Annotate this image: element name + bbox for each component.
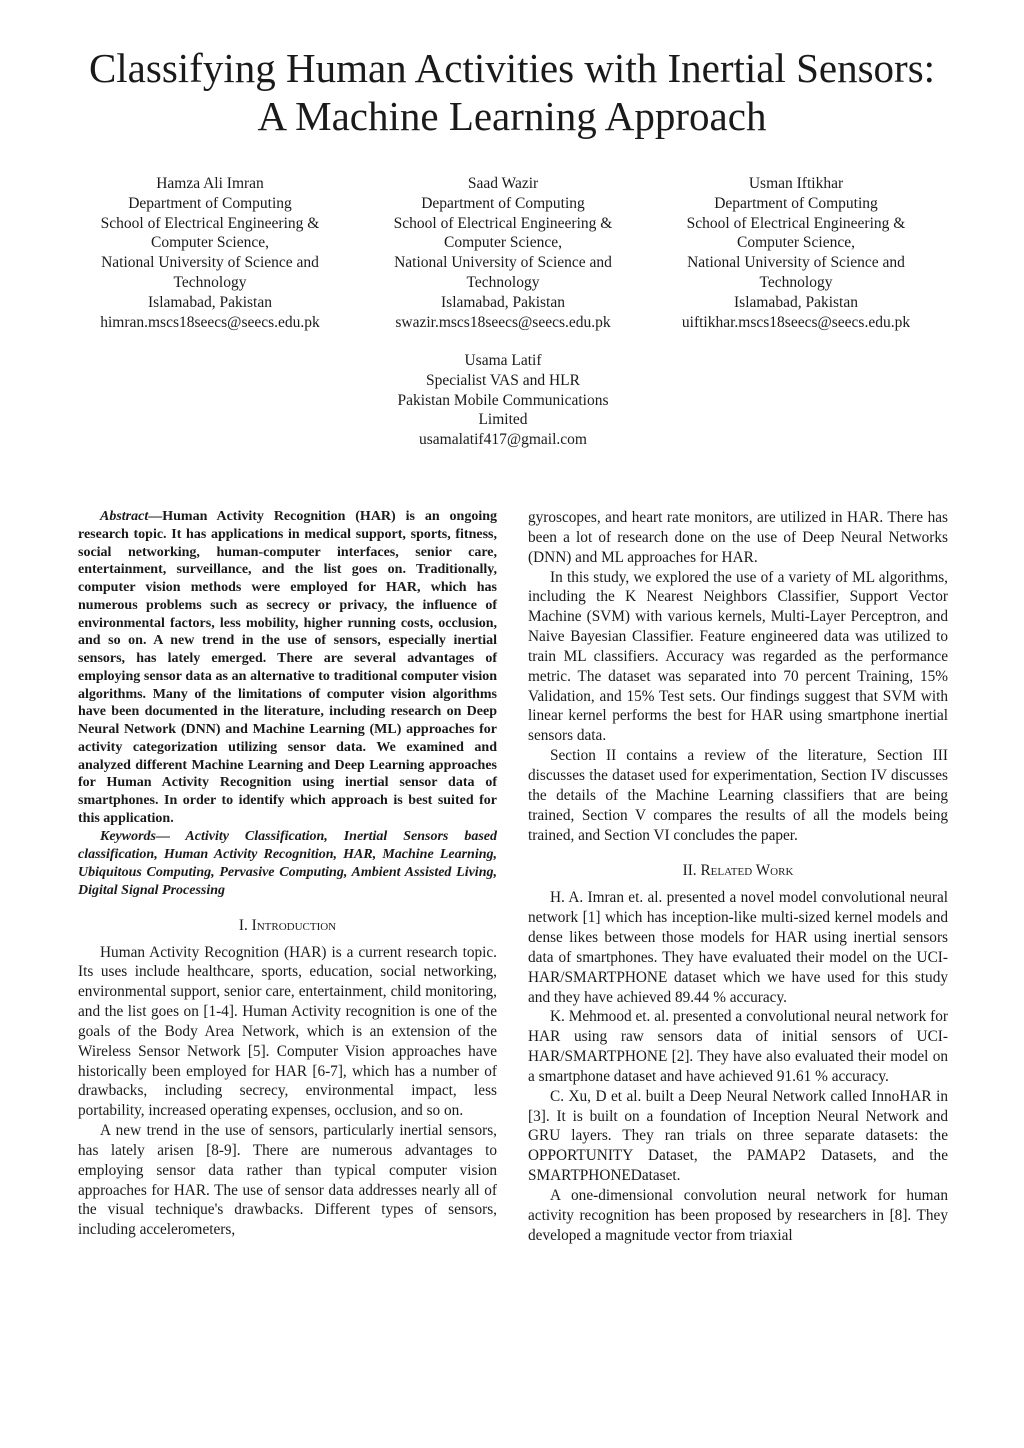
author-school: School of Electrical Engineering &: [686, 214, 906, 232]
right-column: [528, 508, 948, 1246]
author-school: Computer Science,: [444, 234, 562, 252]
abstract-text: Human Activity Recognition (HAR) is an ongoing research topic. It has applications in medical support, sports, fitness, social networking, human-computer interfaces, senior care, entertainment, surveillance, and the list goes on. Traditionally, computer vision methods were employed for HAR, which has numerous problems such as secrecy or privacy, the influence of environmental factors, less mobility, higher running costs, occlusion, and so on. A new trend in the use of sensors, especially inertial sensors, has lately emerged. There are several advantages of employing sensor data as an alternative to traditional computer vision algorithms. Many of the limitations of computer vision algorithms have been documented in the literature, including research on Deep Neural Network (DNN) and Machine Learning (ML) approaches for activity categorization utilizing sensor data. We examined and analyzed different Machine Learning and Deep Learning approaches for Human Activity Recognition using inertial sensor data of smartphones. In order to identify which approach is best suited for this application.: [78, 509, 497, 826]
paper-title: [40, 44, 984, 140]
abstract-label: Abstract: [100, 509, 149, 524]
section-title: Related Work: [700, 862, 794, 880]
section-heading-introduction: [78, 916, 497, 935]
author-school: Computer Science,: [151, 234, 269, 252]
author-city: Islamabad, Pakistan: [441, 293, 565, 311]
keywords: Keywords— Activity Classification, Inertial Sensors based classification, Human Activity Recognition, HAR, Machine Learning, Ubiquitous Computing, Pervasive Computing, Ambient Assisted Living, Digital Signal Processing: [78, 828, 497, 898]
author-name: Usama Latif: [464, 352, 542, 369]
author-card: [644, 174, 948, 332]
author-email: uiftikhar.mscs18seecs@seecs.edu.pk: [681, 313, 911, 331]
body-paragraph: H. A. Imran et. al. presented a novel model convolutional neural network [1] which has inception-like multi-sized kernel models and dense likes between those models for HAR using inertial sensors data of smartphones. They have evaluated their model on the UCI-HAR/SMARTPHONE dataset which we have used for this study and they have achieved 89.44 % accuracy.: [528, 889, 948, 1006]
title-line-1: Classifying Human Activities with Inertial Sensors:: [88, 45, 936, 91]
author-university: National University of Science and: [394, 254, 612, 272]
body-paragraph: A new trend in the use of sensors, particularly inertial sensors, has lately arisen [8-9]. There are numerous advantages to employing sensor data rather than typical computer vision approaches for HAR. The use of sensor data addresses nearly all of the visual technique's drawbacks. Different types of sensors, including accelerometers,: [78, 1122, 497, 1239]
author-name: Usman Iftikhar: [748, 175, 844, 192]
section-number: II.: [682, 862, 697, 880]
author-school: School of Electrical Engineering &: [100, 214, 320, 232]
author-name: Hamza Ali Imran: [156, 175, 264, 192]
author-card: [353, 351, 653, 450]
author-dept: Department of Computing: [128, 194, 292, 212]
author-email: himran.mscs18seecs@seecs.edu.pk: [100, 313, 320, 331]
body-paragraph: C. Xu, D et al. built a Deep Neural Network called InnoHAR in [3]. It is built on a foundation of Inception Neural Network and GRU layers. They ran trials on three separate datasets: the OPPORTUNITY Dataset, the PAMAP2 Datasets, and the SMARTPHONEDataset.: [528, 1087, 948, 1185]
section-heading-related-work: [528, 861, 948, 880]
body-paragraph: A one-dimensional convolution neural network for human activity recognition has been proposed by researchers in [8]. They developed a magnitude vector from triaxial: [528, 1187, 948, 1244]
abstract: [78, 508, 497, 828]
author-org: Limited: [478, 411, 528, 429]
author-city: Islamabad, Pakistan: [734, 293, 858, 311]
author-university: Technology: [466, 273, 540, 291]
body-paragraph: In this study, we explored the use of a variety of ML algorithms, including the K Nearest Neighbors Classifier, Support Vector Machine (SVM) with various kernels, Multi-Layer Perceptron, and Naive Bayesian Classifier. Feature engineered data was utilized to train ML classifiers. Accuracy was regarded as the performance metric. The dataset was separated into 70 percent Training, 15% Validation, and 15% Test sets. Our findings suggest that SVM with linear kernel performs the best for HAR using smartphone inertial sensors data.: [528, 568, 948, 745]
body-paragraph: gyroscopes, and heart rate monitors, are utilized in HAR. There has been a lot of research done on the use of Deep Neural Networks (DNN) and ML approaches for HAR.: [528, 509, 948, 566]
author-dept: Department of Computing: [421, 194, 585, 212]
body-paragraph: Section II contains a review of the literature, Section III discusses the dataset used for experimentation, Section IV discusses the details of the Machine Learning classifiers that are being trained, Section V compares the results of all the models being trained, and Section VI concludes the paper.: [528, 747, 948, 844]
title-line-2: A Machine Learning Approach: [257, 93, 767, 139]
author-role: Specialist VAS and HLR: [425, 371, 580, 389]
author-school: School of Electrical Engineering &: [393, 214, 613, 232]
abstract-dash: —: [148, 509, 163, 524]
author-dept: Department of Computing: [714, 194, 878, 212]
author-city: Islamabad, Pakistan: [148, 293, 272, 311]
author-university: National University of Science and: [101, 254, 319, 272]
author-email: usamalatif417@gmail.com: [419, 431, 587, 449]
author-card: [60, 174, 360, 332]
author-school: Computer Science,: [737, 234, 855, 252]
author-university: Technology: [759, 273, 833, 291]
author-card: [353, 174, 653, 332]
author-name: Saad Wazir: [467, 175, 539, 192]
body-paragraph: K. Mehmood et. al. presented a convolutional neural network for HAR using raw sensors data of initial sensors of UCI-HAR/SMARTPHONE [2]. They have also evaluated their model on a smartphone dataset and have achieved 91.61 % accuracy.: [528, 1008, 948, 1085]
left-column: [78, 508, 497, 1240]
section-number: I.: [238, 916, 248, 934]
body-paragraph: Human Activity Recognition (HAR) is a current research topic. Its uses include healthcare, sports, education, social networking, environmental support, senior care, entertainment, child monitoring, and the list goes on [1-4]. Human Activity recognition is one of the goals of the Body Area Network, which is an extension of the Wireless Sensor Network [5]. Computer Vision approaches have historically been employed for HAR [6-7], which has a number of drawbacks, including secrecy, environmental impact, less portability, increased operating expenses, occlusion, and so on.: [78, 943, 497, 1120]
author-university: National University of Science and: [687, 254, 905, 272]
author-org: Pakistan Mobile Communications: [397, 391, 609, 409]
author-university: Technology: [173, 273, 247, 291]
author-email: swazir.mscs18seecs@seecs.edu.pk: [395, 313, 611, 331]
section-title: Introduction: [251, 916, 337, 934]
